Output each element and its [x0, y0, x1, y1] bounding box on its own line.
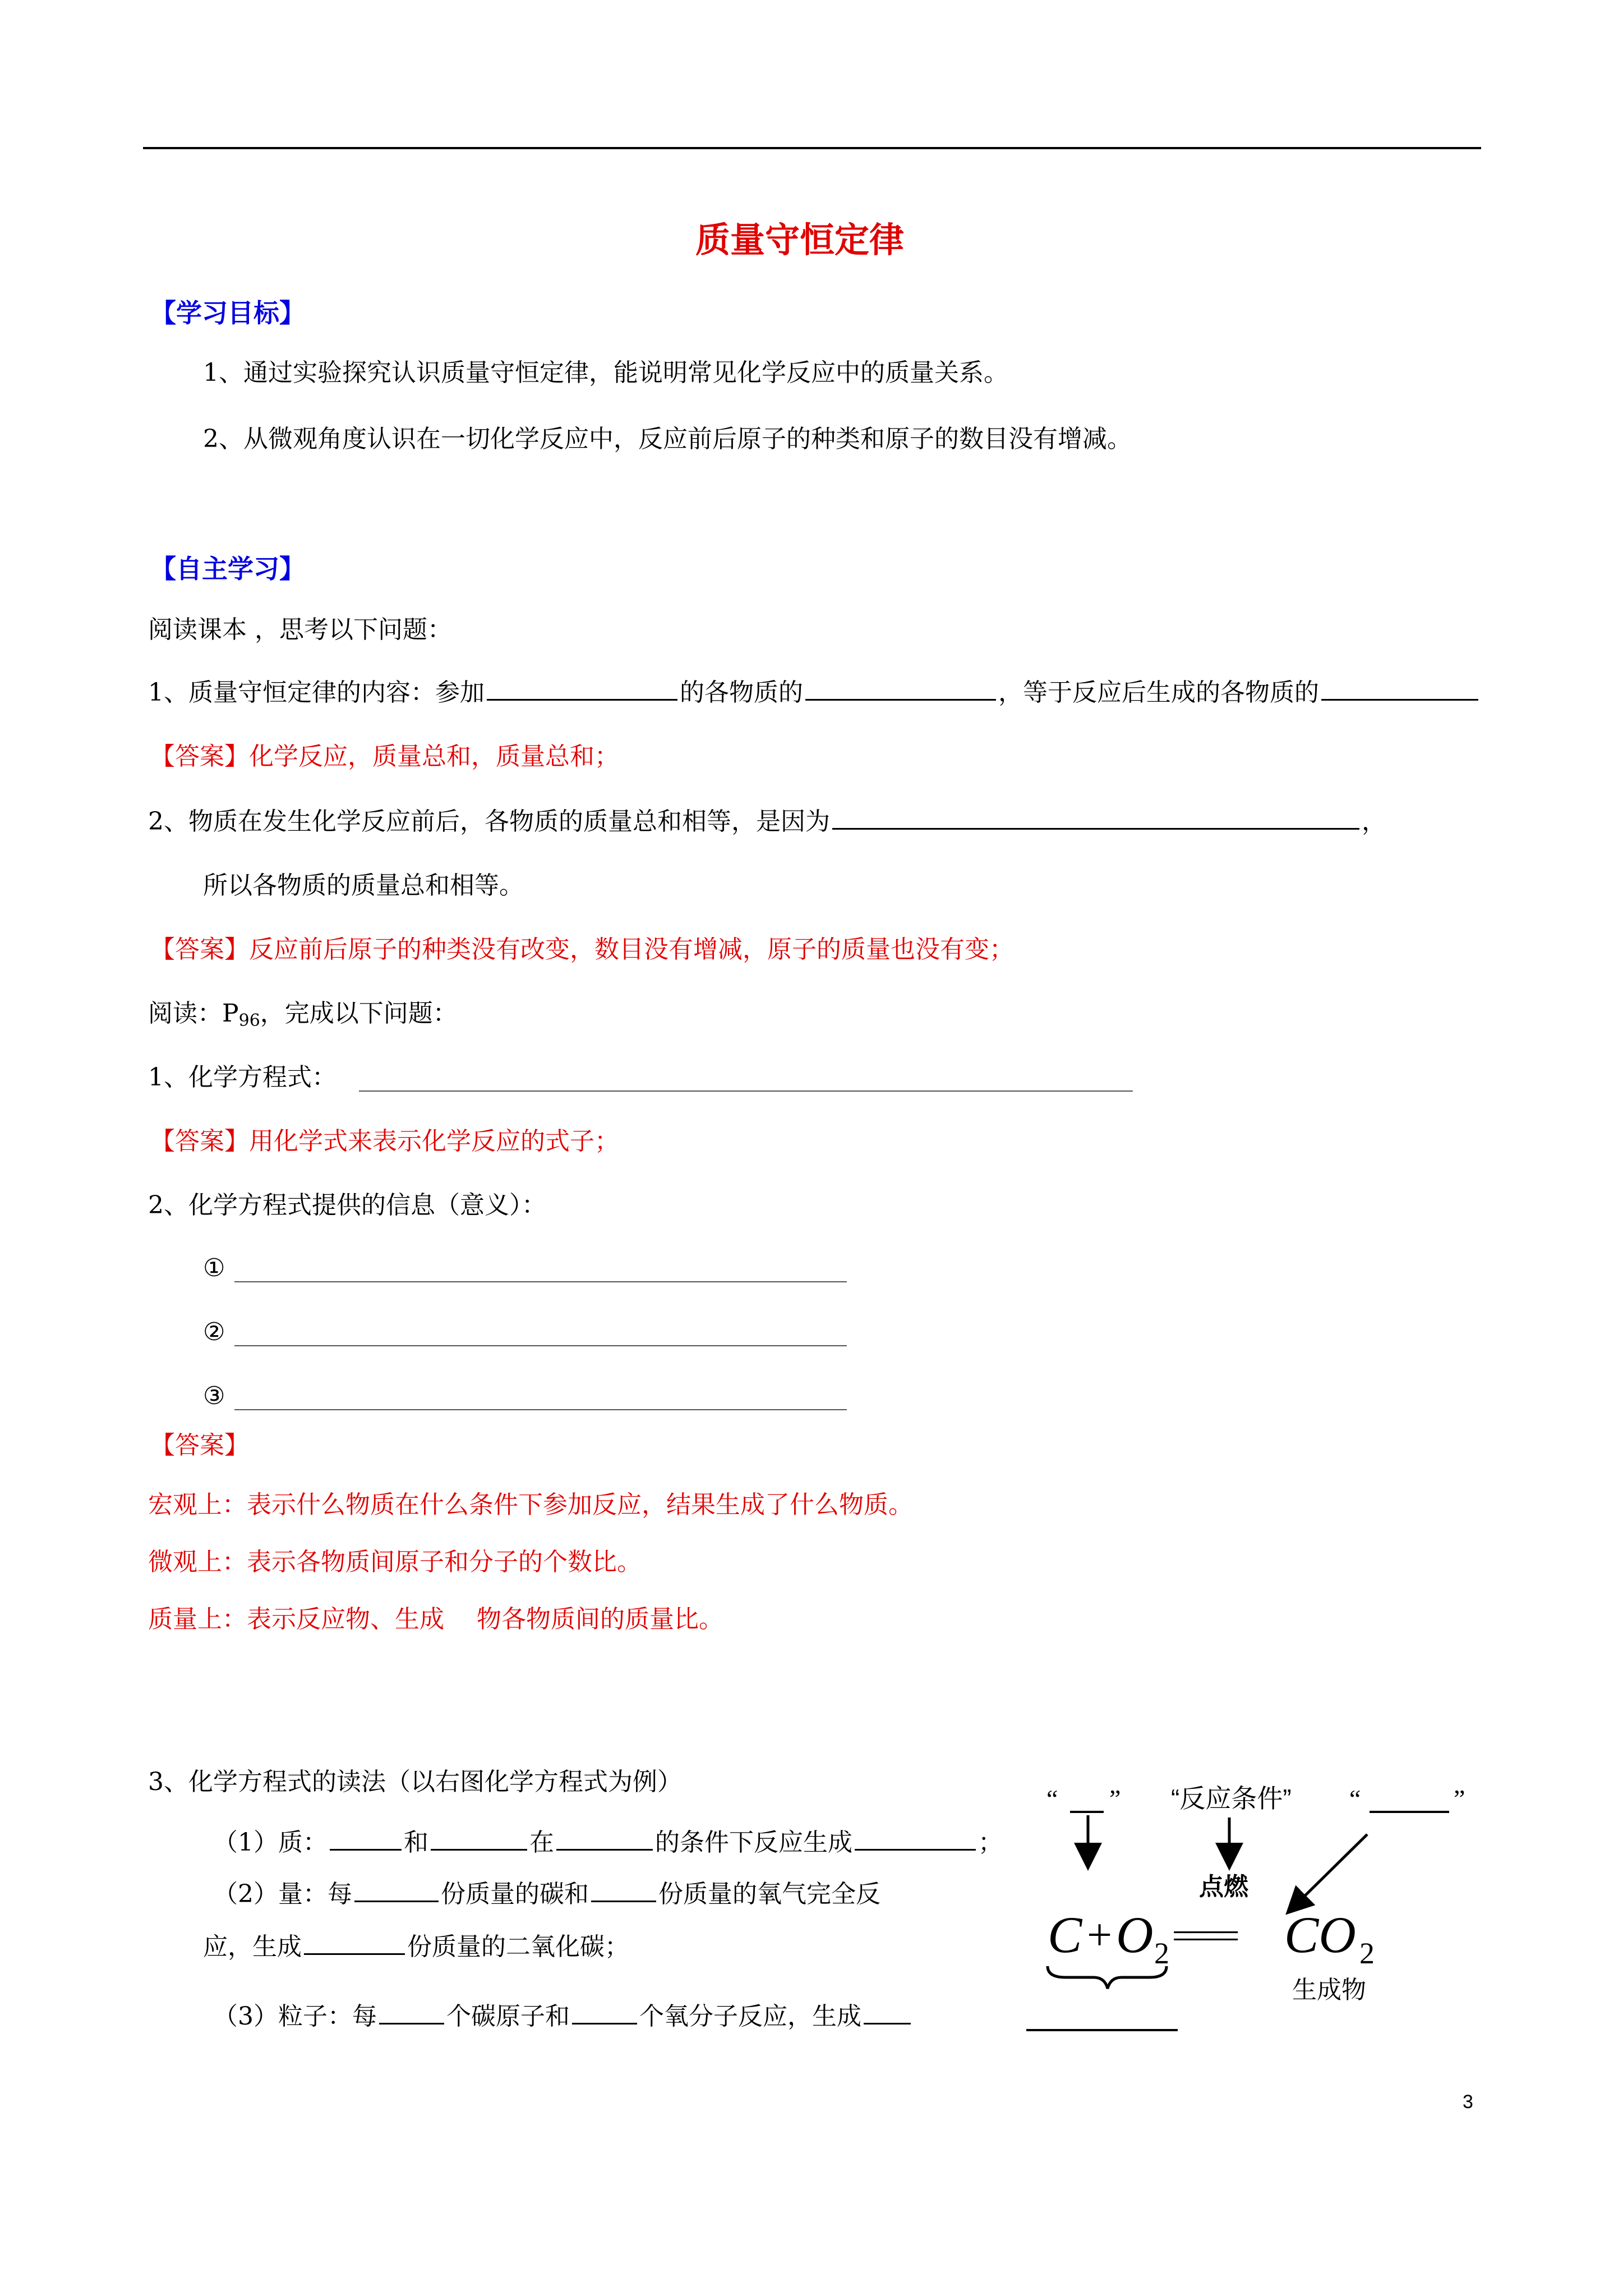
- circle-3-blank[interactable]: [234, 1409, 847, 1410]
- reading-line-1-a: （1）质：: [213, 1828, 328, 1857]
- circle-2-blank[interactable]: [234, 1345, 847, 1346]
- reactants-brace: [1048, 1966, 1166, 1989]
- reading-line-2-a: （2）量：每: [213, 1880, 352, 1908]
- arrow-product: [1295, 1834, 1367, 1905]
- objectives-heading: 【学习目标】: [150, 298, 305, 328]
- label-left-close-quote: ”: [1109, 1784, 1121, 1813]
- reading-line-1-d: 的条件下反应生成: [655, 1828, 852, 1857]
- equation-diagram-svg: [1032, 1773, 1503, 2031]
- question-1-text-a: 1、质量守恒定律的内容：参加: [148, 678, 485, 707]
- question-2-text-b: ，: [1362, 807, 1386, 836]
- header-rule: [143, 147, 1481, 149]
- self-study-heading: 【自主学习】: [150, 554, 305, 584]
- question-3-blank[interactable]: [359, 1091, 1133, 1092]
- circle-1-blank[interactable]: [234, 1281, 847, 1282]
- self-study-intro: 阅读课本 ，思考以下问题：: [148, 615, 452, 644]
- reading-line-3-a: （3）粒子：每: [213, 2002, 377, 2031]
- question-2-text-a: 2、物质在发生化学反应前后，各物质的质量总和相等，是因为: [148, 807, 830, 836]
- question-4: 2、化学方程式提供的信息（意义）：: [148, 1191, 546, 1220]
- label-right-open-quote: “: [1349, 1784, 1361, 1813]
- reading-line-2-blank-3[interactable]: [304, 1931, 405, 1955]
- label-right-close-quote: ”: [1454, 1784, 1465, 1813]
- reading-line-2-b: 份质量的碳和: [441, 1880, 589, 1908]
- eq-oxygen: O: [1116, 1906, 1154, 1963]
- reading-line-2-e: 份质量的二氧化碳；: [407, 1932, 629, 1961]
- reading-line-1-b: 和: [404, 1828, 428, 1857]
- question-1-text-c: ，等于反应后生成的各物质的: [998, 678, 1319, 707]
- reading-line-3-blank-1[interactable]: [379, 2000, 444, 2024]
- reading-heading: 3、化学方程式的读法（以右图化学方程式为例）: [148, 1768, 682, 1796]
- circle-2: ②: [203, 1318, 225, 1346]
- question-1-blank-2[interactable]: [805, 677, 996, 701]
- answer-4-micro: 微观上：表示各物质间原子和分子的个数比。: [148, 1548, 642, 1576]
- circle-1: ①: [203, 1254, 225, 1282]
- read-text-a: 阅读：P: [148, 999, 239, 1028]
- answer-2: 【答案】反应前后原子的种类没有改变，数目没有增减，原子的质量也没有变；: [150, 935, 1014, 964]
- reading-line-1-blank-4[interactable]: [855, 1826, 976, 1851]
- page-title: 质量守恒定律: [695, 219, 905, 260]
- reading-line-2-c: 份质量的氧气完全反: [658, 1880, 880, 1908]
- read-instruction: [148, 997, 458, 1037]
- reading-line-3-c: 个氧分子反应，生成: [639, 2002, 861, 2031]
- eq-plus: +: [1087, 1911, 1113, 1960]
- question-1: [148, 677, 1481, 709]
- page-number: 3: [1463, 2091, 1473, 2113]
- read-text-b: ，完成以下问题：: [260, 999, 458, 1028]
- answer-3: 【答案】用化学式来表示化学反应的式子；: [150, 1127, 619, 1156]
- objective-1: 1、通过实验探究认识质量守恒定律，能说明常见化学反应中的质量关系。: [203, 358, 1008, 387]
- reading-line-3-blank-2[interactable]: [572, 2000, 637, 2024]
- circle-3: ③: [203, 1382, 225, 1410]
- reading-line-1-c: 在: [529, 1828, 554, 1857]
- reading-line-1: [213, 1826, 1003, 1859]
- product-label: 生成物: [1292, 1976, 1366, 2004]
- eq-equals: ====: [1172, 1916, 1235, 1955]
- question-1-text-b: 的各物质的: [680, 678, 803, 707]
- reading-line-3: [213, 2000, 913, 2033]
- reading-line-1-blank-2[interactable]: [431, 1826, 527, 1851]
- reading-line-2-continued: [203, 1931, 629, 1963]
- reading-line-1-blank-3[interactable]: [556, 1826, 653, 1851]
- question-1-blank-1[interactable]: [487, 677, 677, 701]
- question-3: 1、化学方程式：: [148, 1063, 336, 1092]
- question-1-blank-3[interactable]: [1321, 677, 1478, 701]
- answer-4-mass: 质量上：表示反应物、生成 物各物质间的质量比。: [148, 1605, 723, 1634]
- reading-line-2-d: 应，生成: [203, 1932, 302, 1961]
- reading-line-2: [213, 1878, 880, 1911]
- reading-line-1-e: ；: [978, 1828, 1003, 1857]
- read-page-subscript: 96: [238, 1011, 260, 1030]
- reading-line-1-blank-1[interactable]: [330, 1826, 402, 1851]
- eq-carbon-dioxide: CO: [1284, 1906, 1356, 1963]
- label-left-open-quote: “: [1046, 1784, 1058, 1813]
- reading-line-2-blank-2[interactable]: [591, 1878, 656, 1902]
- question-2-continued: 所以各物质的质量总和相等。: [203, 871, 524, 900]
- reading-line-3-b: 个碳原子和: [446, 2002, 570, 2031]
- eq-carbon-dioxide-subscript: 2: [1359, 1936, 1375, 1970]
- eq-oxygen-subscript: 2: [1154, 1936, 1169, 1970]
- reading-line-2-blank-1[interactable]: [354, 1878, 439, 1902]
- question-2: [148, 806, 1386, 838]
- answer-4-macro: 宏观上：表示什么物质在什么条件下参加反应，结果生成了什么物质。: [148, 1490, 913, 1519]
- answer-4-heading: 【答案】: [150, 1431, 249, 1460]
- question-2-blank[interactable]: [832, 806, 1359, 830]
- answer-1: 【答案】化学反应，质量总和，质量总和；: [150, 742, 619, 771]
- condition-ignite: 点燃: [1199, 1872, 1248, 1901]
- reading-line-3-blank-3[interactable]: [864, 2000, 911, 2024]
- equation-diagram: [1032, 1773, 1503, 2031]
- label-reaction-condition: “反应条件”: [1171, 1784, 1292, 1813]
- eq-carbon: C: [1048, 1906, 1082, 1963]
- objective-2: 2、从微观角度认识在一切化学反应中，反应前后原子的种类和原子的数目没有增减。: [203, 425, 1132, 453]
